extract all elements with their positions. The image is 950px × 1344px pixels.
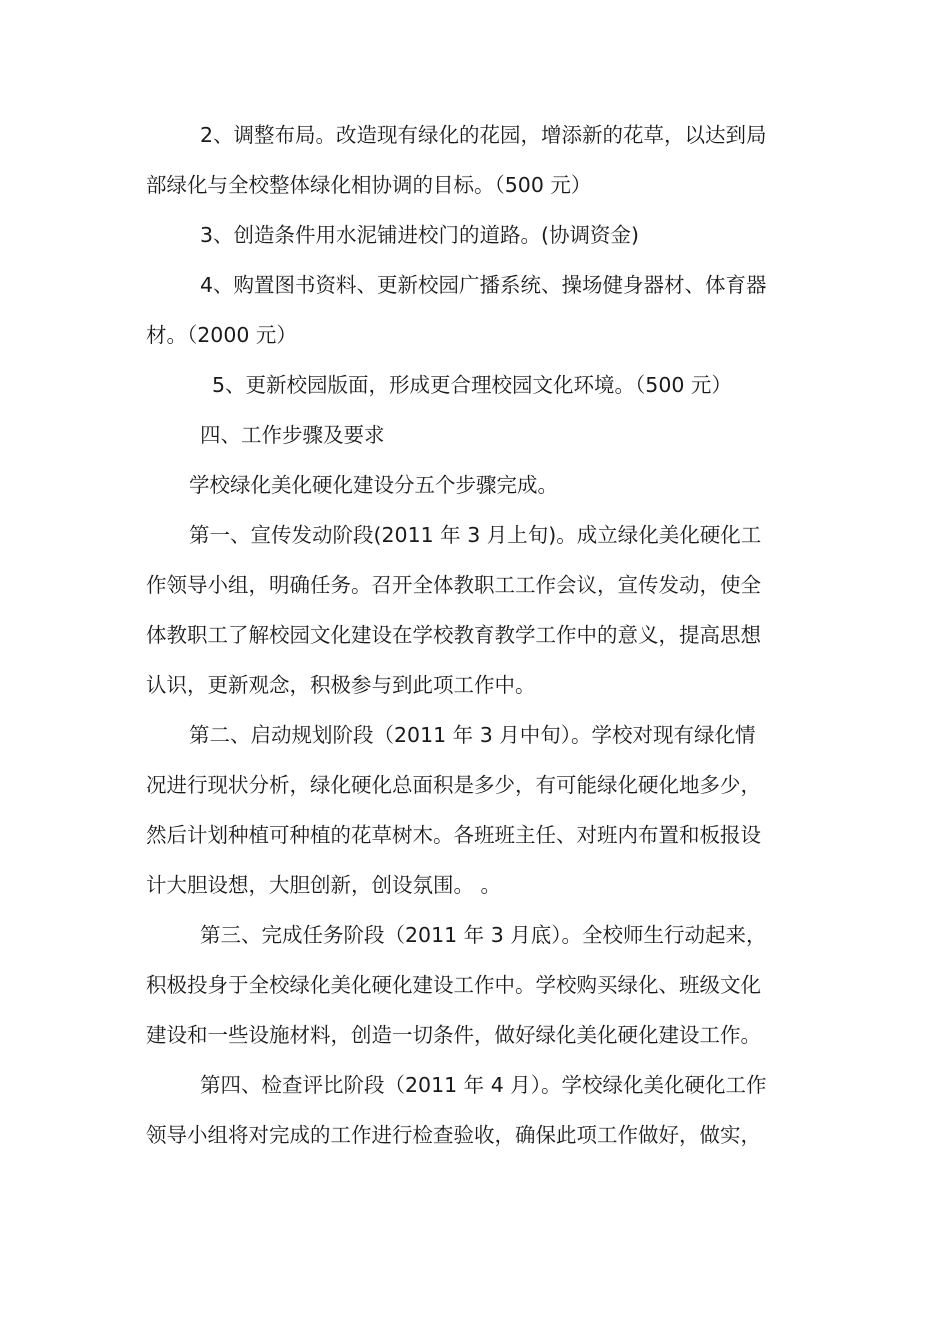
text-line: 第四、检查评比阶段（2011 年 4 月）。学校绿化美化硬化工作	[200, 1073, 767, 1097]
text-line: 第二、启动规划阶段（2011 年 3 月中旬）。学校对现有绿化情	[189, 723, 756, 747]
text-line: 然后计划种植可种植的花草树木。各班班主任、对班内布置和板报设	[146, 823, 761, 847]
text-line: 2、调整布局。改造现有绿化的花园，增添新的花草，以达到局	[200, 123, 767, 147]
text-line: 作领导小组，明确任务。召开全体教职工工作会议，宣传发动，使全	[146, 573, 761, 597]
text-line: 3、创造条件用水泥铺进校门的道路。(协调资金)	[200, 223, 640, 247]
text-line: 况进行现状分析，绿化硬化总面积是多少，有可能绿化硬化地多少，	[146, 773, 761, 797]
text-line: 积极投身于全校绿化美化硬化建设工作中。学校购买绿化、班级文化	[146, 973, 761, 997]
text-line: 材。（2000 元）	[146, 323, 297, 347]
text-line: 领导小组将对完成的工作进行检查验收，确保此项工作做好，做实，	[146, 1123, 761, 1147]
text-line: 第一、宣传发动阶段(2011 年 3 月上旬)。成立绿化美化硬化工	[189, 523, 762, 547]
text-line: 建设和一些设施材料，创造一切条件，做好绿化美化硬化建设工作。	[146, 1023, 761, 1047]
text-line: 认识，更新观念，积极参与到此项工作中。	[146, 673, 536, 697]
text-line: 4、购置图书资料、更新校园广播系统、操场健身器材、体育器	[200, 273, 767, 297]
text-line: 部绿化与全校整体绿化相协调的目标。（500 元）	[146, 173, 592, 197]
text-line: 学校绿化美化硬化建设分五个步骤完成。	[189, 473, 558, 497]
text-line: 第三、完成任务阶段（2011 年 3 月底）。全校师生行动起来，	[200, 923, 767, 947]
text-line: 5、更新校园版面，形成更合理校园文化环境。（500 元）	[212, 373, 732, 397]
section-heading: 四、工作步骤及要求	[200, 423, 385, 447]
text-line: 体教职工了解校园文化建设在学校教育教学工作中的意义，提高思想	[146, 623, 761, 647]
text-line: 计大胆设想，大胆创新，创设氛围。 。	[146, 873, 502, 897]
